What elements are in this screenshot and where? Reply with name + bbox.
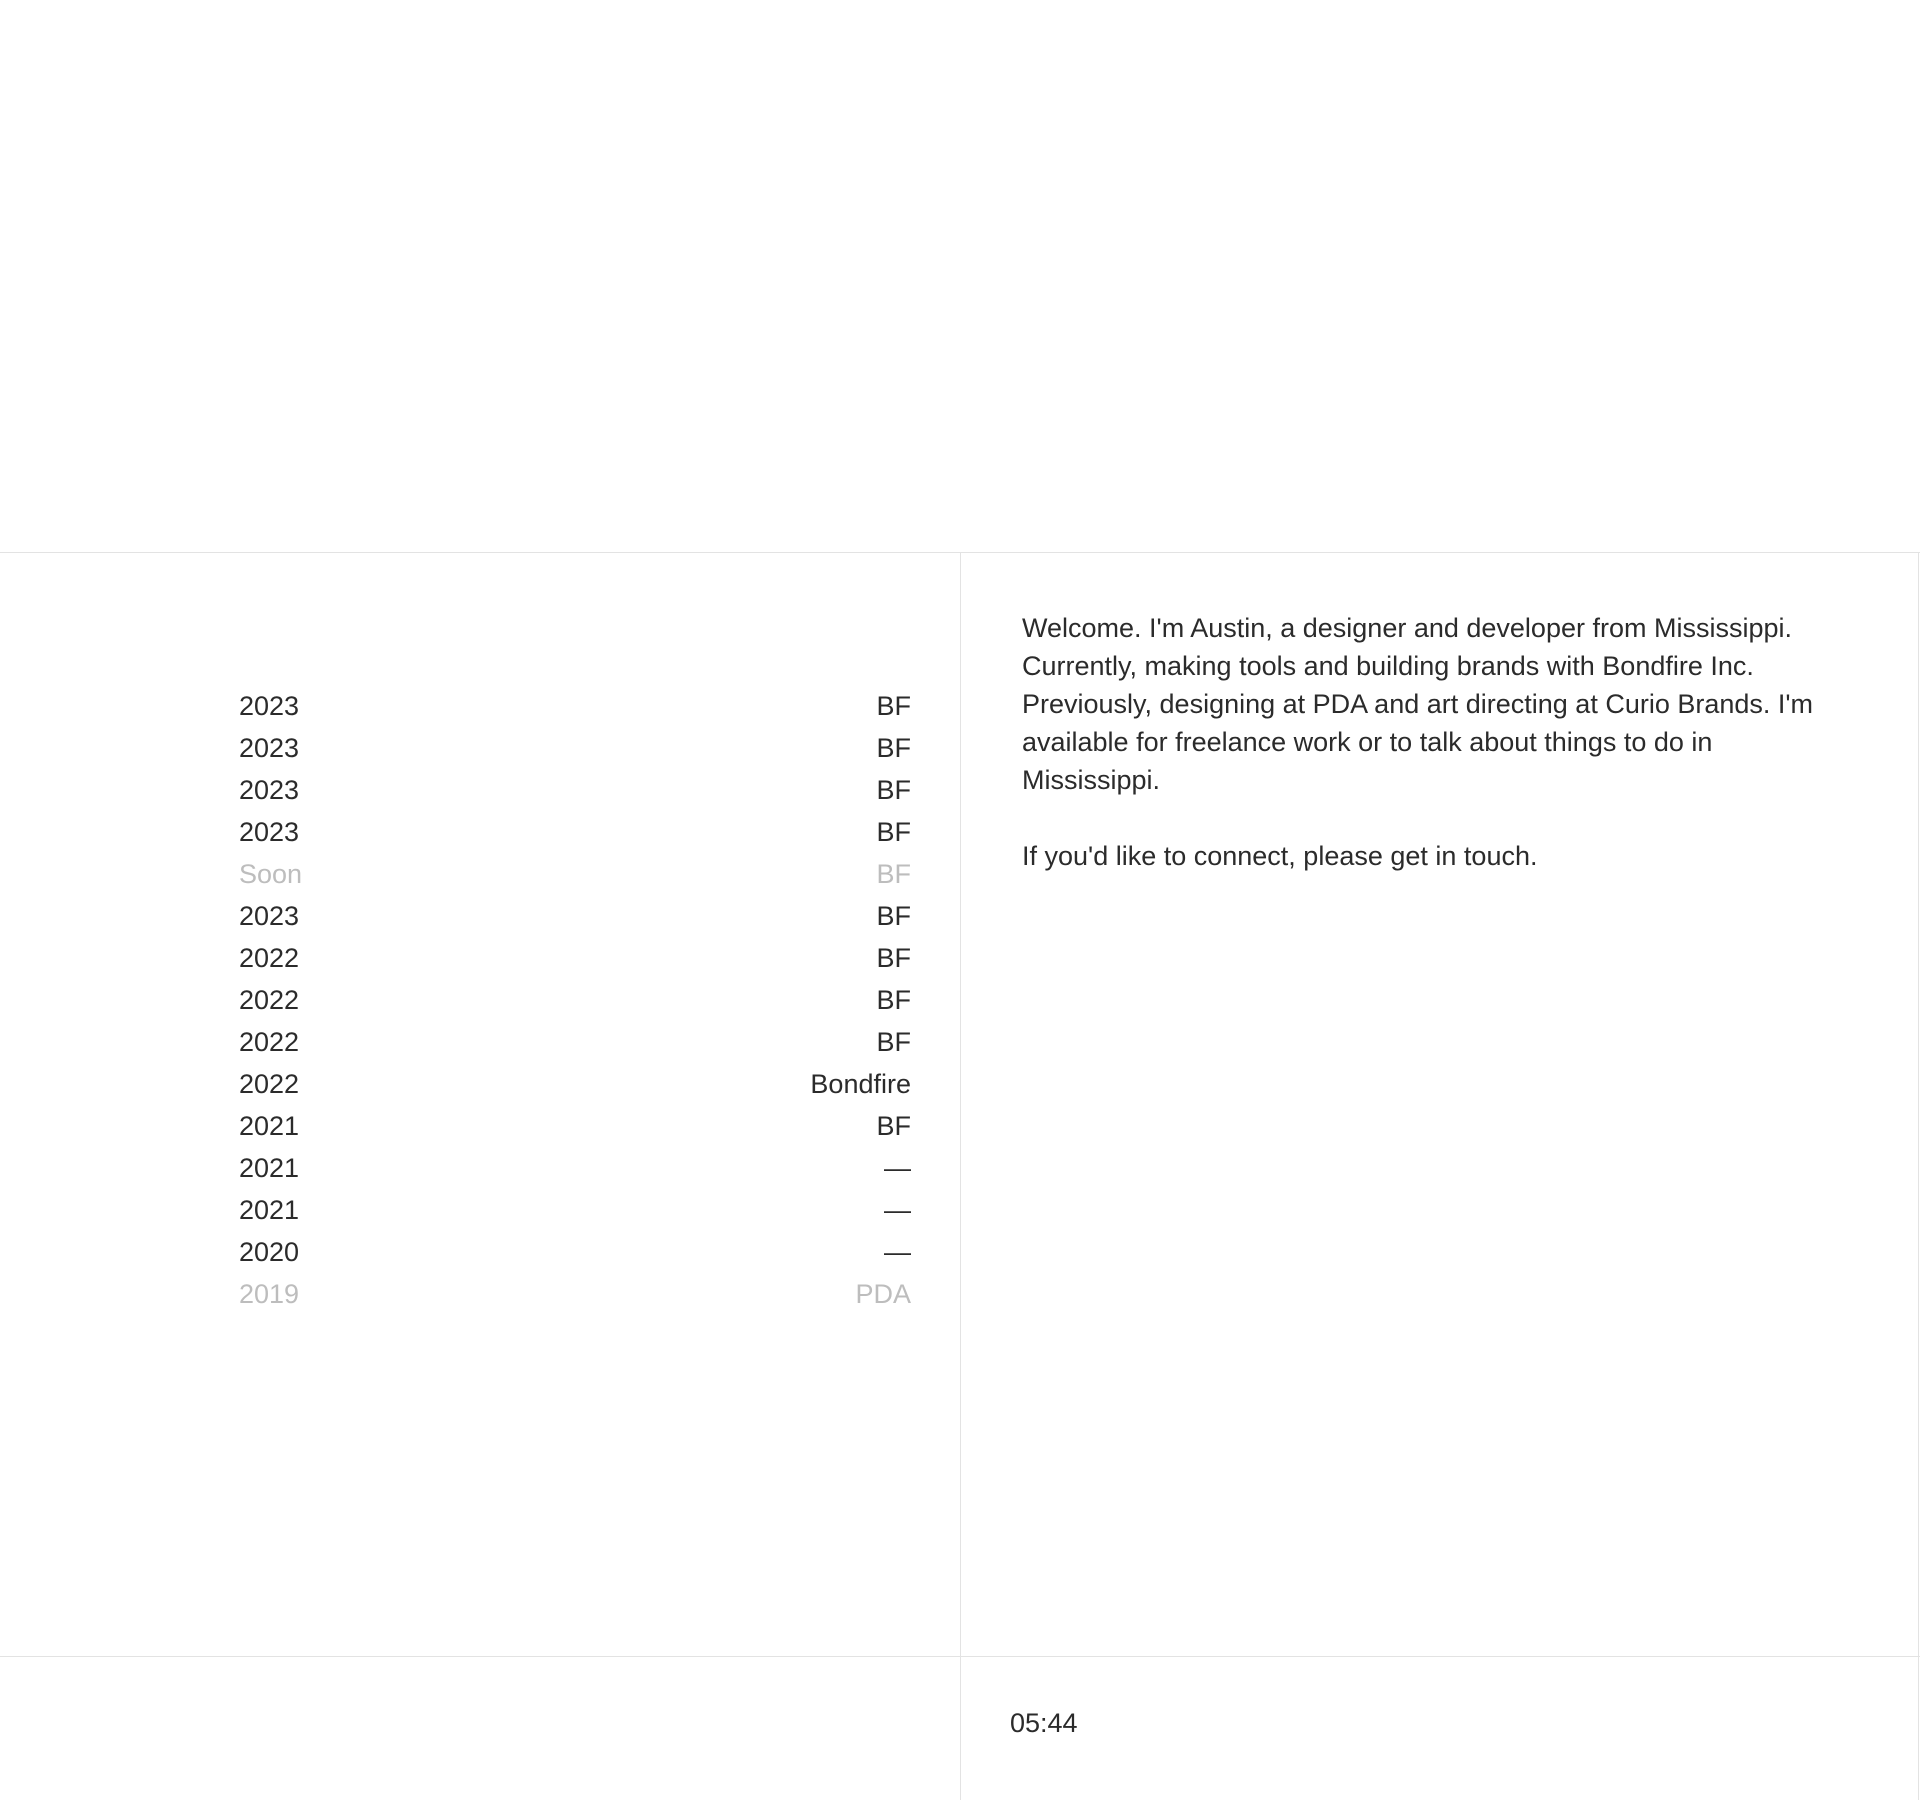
contact-paragraph[interactable]: If you'd like to connect, please get in touch. [1022, 841, 1538, 871]
project-client: — [884, 1153, 911, 1183]
project-client: BF [876, 1027, 911, 1057]
project-row[interactable] [239, 853, 911, 895]
project-year: 2022 [239, 1027, 300, 1057]
project-year: 2019 [239, 1279, 300, 1309]
project-year: 2020 [239, 1237, 300, 1267]
project-row[interactable] [239, 1105, 911, 1147]
project-year: Soon [239, 859, 303, 889]
project-row[interactable] [239, 1147, 911, 1189]
project-year: 2023 [239, 775, 300, 805]
project-row[interactable] [239, 769, 911, 811]
project-row[interactable] [239, 1063, 911, 1105]
project-year: 2022 [239, 943, 300, 973]
project-row[interactable] [239, 1189, 911, 1231]
project-year: 2021 [239, 1195, 300, 1225]
project-client: BF [876, 817, 911, 847]
project-client: — [884, 1237, 911, 1267]
project-year: 2021 [239, 1111, 300, 1141]
intro-paragraph: Welcome. I'm Austin, a designer and developer from Mississippi. Currently, making tools and building brands with Bondfire Inc. Previously, designing at PDA and art directing at Curio Brands. I'm available for freelance work or to talk about things to do in Mississippi. [1022, 613, 1814, 795]
project-year: 2022 [239, 985, 300, 1015]
project-row[interactable] [239, 979, 911, 1021]
project-client: BF [876, 691, 911, 721]
project-year: 2023 [239, 733, 300, 763]
project-client: BF [876, 943, 911, 973]
project-client: BF [876, 775, 911, 805]
project-row[interactable] [239, 895, 911, 937]
project-row[interactable] [239, 727, 911, 769]
project-client: BF [876, 733, 911, 763]
project-client: Bondfire [810, 1069, 911, 1099]
project-client: PDA [855, 1279, 911, 1309]
project-row[interactable] [239, 1021, 911, 1063]
column-divider [960, 552, 961, 1800]
project-year: 2022 [239, 1069, 300, 1099]
project-client: BF [876, 859, 911, 889]
project-row[interactable] [239, 1273, 911, 1315]
project-client: BF [876, 1111, 911, 1141]
project-year: 2023 [239, 901, 300, 931]
right-edge-divider [1918, 552, 1919, 1800]
project-client: BF [876, 901, 911, 931]
project-year: 2023 [239, 817, 300, 847]
project-row[interactable] [239, 937, 911, 979]
project-client: BF [876, 985, 911, 1015]
project-year: 2021 [239, 1153, 300, 1183]
local-time: 05:44 [1010, 1708, 1078, 1738]
project-row[interactable] [239, 1231, 911, 1273]
project-row[interactable] [239, 685, 911, 727]
project-year: 2023 [239, 691, 300, 721]
project-client: — [884, 1195, 911, 1225]
project-list [239, 685, 911, 1315]
intro-text [1022, 609, 1842, 913]
project-row[interactable] [239, 811, 911, 853]
